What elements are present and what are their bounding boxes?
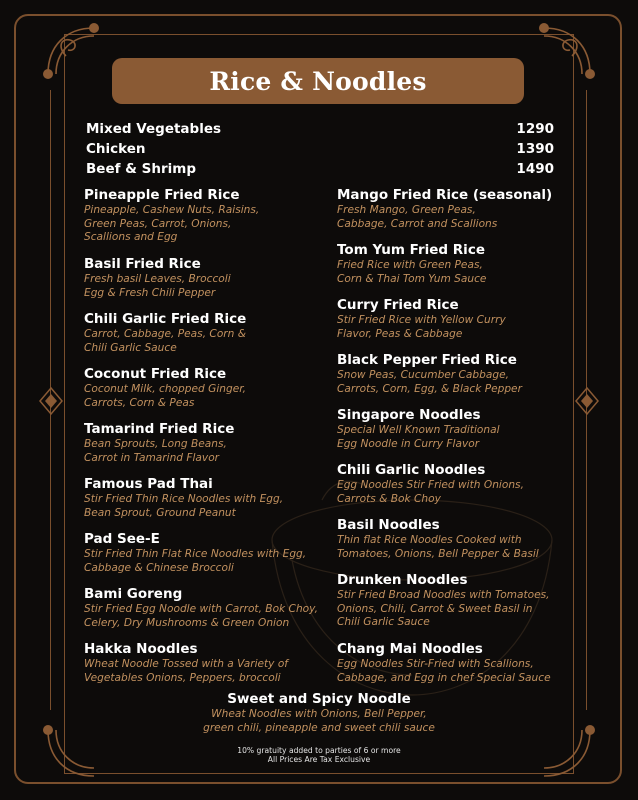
price-row-vegetables xyxy=(86,119,554,139)
corner-ornament-top-right-icon xyxy=(532,16,602,86)
item-name: Mango Fried Rice (seasonal) xyxy=(337,187,553,203)
item-name: Chang Mai Noodles xyxy=(337,641,483,657)
item-name: Black Pepper Fried Rice xyxy=(337,352,517,368)
item-description: Fresh basil Leaves, Broccoli Egg & Fresh Chili Pepper xyxy=(84,273,231,299)
item-description: Stir Fried Egg Noodle with Carrot, Bok Choy, Celery, Dry Mushrooms & Green Onion xyxy=(84,603,318,629)
item-description: Wheat Noodle Tossed with a Variety of Vegetables Onions, Peppers, broccoli xyxy=(84,658,289,684)
menu-item xyxy=(84,475,329,520)
item-name: Sweet and Spicy Noodle xyxy=(227,691,411,707)
menu-item xyxy=(84,365,329,410)
menu-item xyxy=(84,530,329,575)
price-row-chicken xyxy=(86,139,554,159)
item-name: Tamarind Fried Rice xyxy=(84,421,235,437)
price-row-beef-shrimp xyxy=(86,159,554,179)
item-name: Basil Noodles xyxy=(337,517,440,533)
menu-item xyxy=(84,255,329,300)
item-description: Egg Noodles Stir Fried with Onions, Carrots & Bok Choy xyxy=(337,479,524,505)
item-name: Bami Goreng xyxy=(84,586,183,602)
item-description: Carrot, Cabbage, Peas, Corn & Chili Garlic Sauce xyxy=(84,328,247,354)
title-banner xyxy=(112,58,524,104)
item-description: Stir Fried Broad Noodles with Tomatoes, Onions, Chili, Carrot & Sweet Basil in Chili Garlic Sauce xyxy=(337,589,550,628)
gratuity-note: 10% gratuity added to parties of 6 or more xyxy=(237,746,401,755)
item-name: Chili Garlic Fried Rice xyxy=(84,311,247,327)
menu-title: Rice & Noodles xyxy=(209,66,427,96)
item-description: Coconut Milk, chopped Ginger, Carrots, Corn & Peas xyxy=(84,383,246,409)
item-name: Famous Pad Thai xyxy=(84,476,213,492)
menu-item xyxy=(337,186,577,231)
item-description: Egg Noodles Stir-Fried with Scallions, Cabbage, and Egg in chef Special Sauce xyxy=(337,658,551,684)
item-description: Stir Fried Thin Flat Rice Noodles with Egg, Cabbage & Chinese Broccoli xyxy=(84,548,307,574)
menu-item xyxy=(84,585,329,630)
protein-label: Mixed Vegetables xyxy=(86,121,222,137)
item-name: Drunken Noodles xyxy=(337,572,468,588)
item-name: Singapore Noodles xyxy=(337,407,481,423)
price-value: 1390 xyxy=(516,141,554,157)
final-menu-item xyxy=(160,690,478,735)
corner-ornament-top-left-icon xyxy=(36,16,106,86)
item-name: Pineapple Fried Rice xyxy=(84,187,240,203)
menu-item xyxy=(337,516,577,561)
price-value: 1490 xyxy=(516,161,554,177)
item-name: Pad See-E xyxy=(84,531,160,547)
item-description: Wheat Noodles with Onions, Bell Pepper, green chili, pineapple and sweet chili sauce xyxy=(203,708,435,734)
item-name: Tom Yum Fried Rice xyxy=(337,242,485,258)
item-name: Curry Fried Rice xyxy=(337,297,459,313)
item-name: Chili Garlic Noodles xyxy=(337,462,486,478)
menu-item xyxy=(337,461,577,506)
item-description: Thin flat Rice Noodles Cooked with Tomatoes, Onions, Bell Pepper & Basil xyxy=(337,534,539,560)
menu-item xyxy=(84,420,329,465)
right-diamond-ornament-icon xyxy=(574,386,600,416)
menu-item xyxy=(84,186,329,245)
menu-item xyxy=(337,640,577,685)
item-name: Coconut Fried Rice xyxy=(84,366,227,382)
menu-item xyxy=(337,296,577,341)
item-description: Snow Peas, Cucumber Cabbage, Carrots, Corn, Egg, & Black Pepper xyxy=(337,369,522,395)
menu-item xyxy=(84,310,329,355)
item-description: Special Well Known Traditional Egg Noodle in Curry Flavor xyxy=(337,424,500,450)
item-description: Fresh Mango, Green Peas, Cabbage, Carrot and Scallions xyxy=(337,204,498,230)
menu-item xyxy=(337,571,577,630)
left-diamond-ornament-icon xyxy=(38,386,64,416)
menu-item xyxy=(337,406,577,451)
item-description: Bean Sprouts, Long Beans, Carrot in Tamarind Flavor xyxy=(84,438,227,464)
menu-item xyxy=(84,640,329,685)
item-description: Pineapple, Cashew Nuts, Raisins, Green Peas, Carrot, Onions, Scallions and Egg xyxy=(84,204,260,243)
item-description: Stir Fried Thin Rice Noodles with Egg, Bean Sprout, Ground Peanut xyxy=(84,493,284,519)
price-value: 1290 xyxy=(516,121,554,137)
protein-label: Chicken xyxy=(86,141,146,157)
protein-label: Beef & Shrimp xyxy=(86,161,196,177)
item-description: Stir Fried Rice with Yellow Curry Flavor, Peas & Cabbage xyxy=(337,314,506,340)
item-description: Fried Rice with Green Peas, Corn & Thai Tom Yum Sauce xyxy=(337,259,487,285)
item-name: Hakka Noodles xyxy=(84,641,198,657)
menu-item xyxy=(337,351,577,396)
item-name: Basil Fried Rice xyxy=(84,256,201,272)
tax-note: All Prices Are Tax Exclusive xyxy=(267,755,371,764)
menu-item xyxy=(337,241,577,286)
